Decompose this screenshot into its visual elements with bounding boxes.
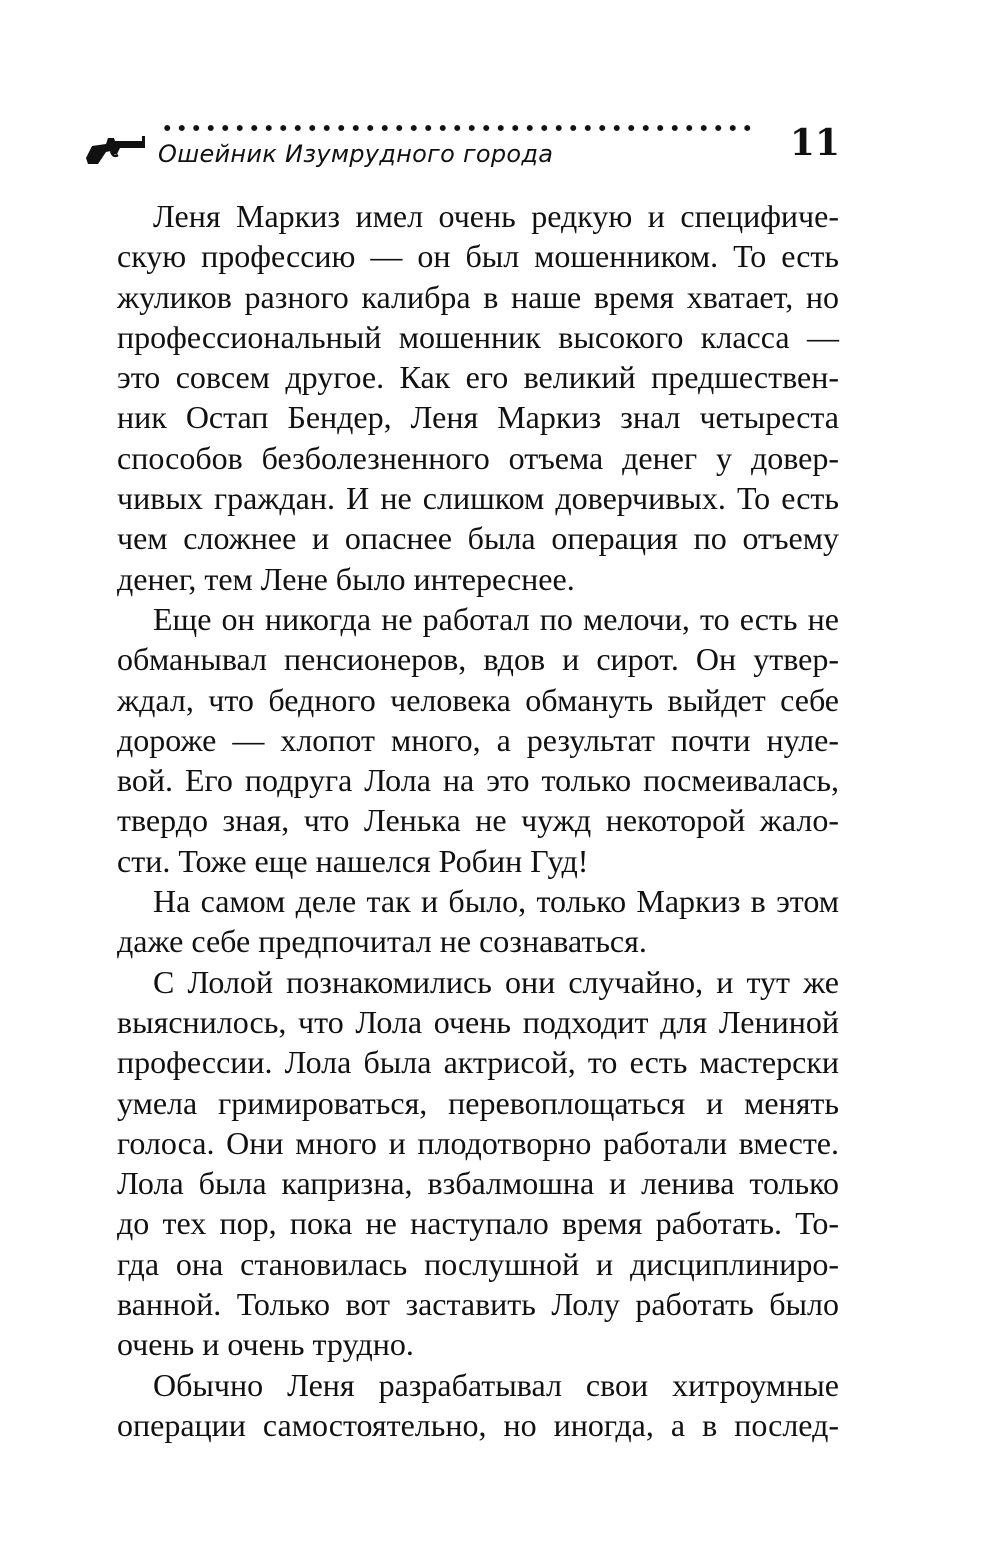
text-line: скую профессию — он был мошенником. То есть bbox=[117, 238, 839, 275]
page-number: 11 bbox=[789, 122, 840, 164]
text-line: дороже — хлопот много, а результат почти нуле- bbox=[117, 721, 839, 758]
text-line: даже себе предпочитал не сознаваться. bbox=[117, 923, 647, 960]
revolver-icon bbox=[84, 132, 146, 168]
text-line: твердо зная, что Ленька не чужд некоторой жало- bbox=[117, 802, 839, 839]
text-line: С Лолой познакомились они случайно, и тут же bbox=[153, 963, 839, 1000]
text-line: вой. Его подруга Лола на это только посмеивалась, bbox=[117, 762, 839, 799]
text-line: голоса. Они много и плодотворно работали вместе. bbox=[117, 1124, 839, 1161]
text-line: обманывал пенсионеров, вдов и сирот. Он утвер- bbox=[117, 641, 839, 678]
text-line: Леня Маркиз имел очень редкую и специфиче- bbox=[153, 198, 839, 234]
text-line: денег, тем Лене было интереснее. bbox=[117, 560, 575, 597]
text-line: чивых граждан. И не слишком доверчивых. То есть bbox=[117, 480, 839, 517]
paragraph bbox=[117, 962, 839, 1365]
dotted-rule bbox=[160, 122, 756, 134]
paragraph bbox=[117, 1365, 839, 1446]
text-line: Еще он никогда не работал по мелочи, то есть не bbox=[153, 600, 839, 637]
text-line: очень и очень трудно. bbox=[117, 1326, 414, 1363]
running-title: Ошейник Изумрудного города bbox=[158, 140, 554, 168]
text-line: сти. Тоже еще нашелся Робин Гуд! bbox=[117, 842, 589, 879]
text-line: ванной. Только вот заставить Лолу работать было bbox=[117, 1286, 839, 1323]
text-line: ник Остап Бендер, Леня Маркиз знал четыреста bbox=[117, 399, 839, 436]
text-line: профессиональный мошенник высокого класса — bbox=[117, 318, 839, 355]
text-line: это совсем другое. Как его великий предшествен- bbox=[117, 359, 839, 396]
text-line: жуликов разного калибра в наше время хватает, но bbox=[117, 278, 839, 315]
body-text bbox=[117, 196, 839, 1445]
text-line: Лола была капризна, взбалмошна и ленива только bbox=[117, 1165, 839, 1202]
paragraph bbox=[117, 599, 839, 881]
text-line: профессии. Лола была актрисой, то есть мастерски bbox=[117, 1044, 839, 1081]
paragraph bbox=[117, 881, 839, 962]
text-line: выяснилось, что Лола очень подходит для Лениной bbox=[117, 1003, 839, 1040]
text-line: гда она становилась послушной и дисциплиниро- bbox=[117, 1245, 839, 1282]
paragraph bbox=[117, 196, 839, 599]
text-line: На самом деле так и было, только Маркиз в этом bbox=[153, 883, 839, 920]
text-line: способов безболезненного отъема денег у довер- bbox=[117, 439, 839, 476]
text-line: умела гримироваться, перевоплощаться и менять bbox=[117, 1084, 839, 1121]
text-line: чем сложнее и опаснее была операция по отъему bbox=[117, 520, 839, 557]
text-line: ждал, что бедного человека обмануть выйдет себе bbox=[117, 681, 839, 718]
text-line: Обычно Леня разрабатывал свои хитроумные bbox=[153, 1366, 839, 1403]
text-line: до тех пор, пока не наступало время работать. То- bbox=[117, 1205, 839, 1242]
text-line: операции самостоятельно, но иногда, а в послед- bbox=[117, 1406, 839, 1443]
page-header bbox=[80, 118, 860, 178]
